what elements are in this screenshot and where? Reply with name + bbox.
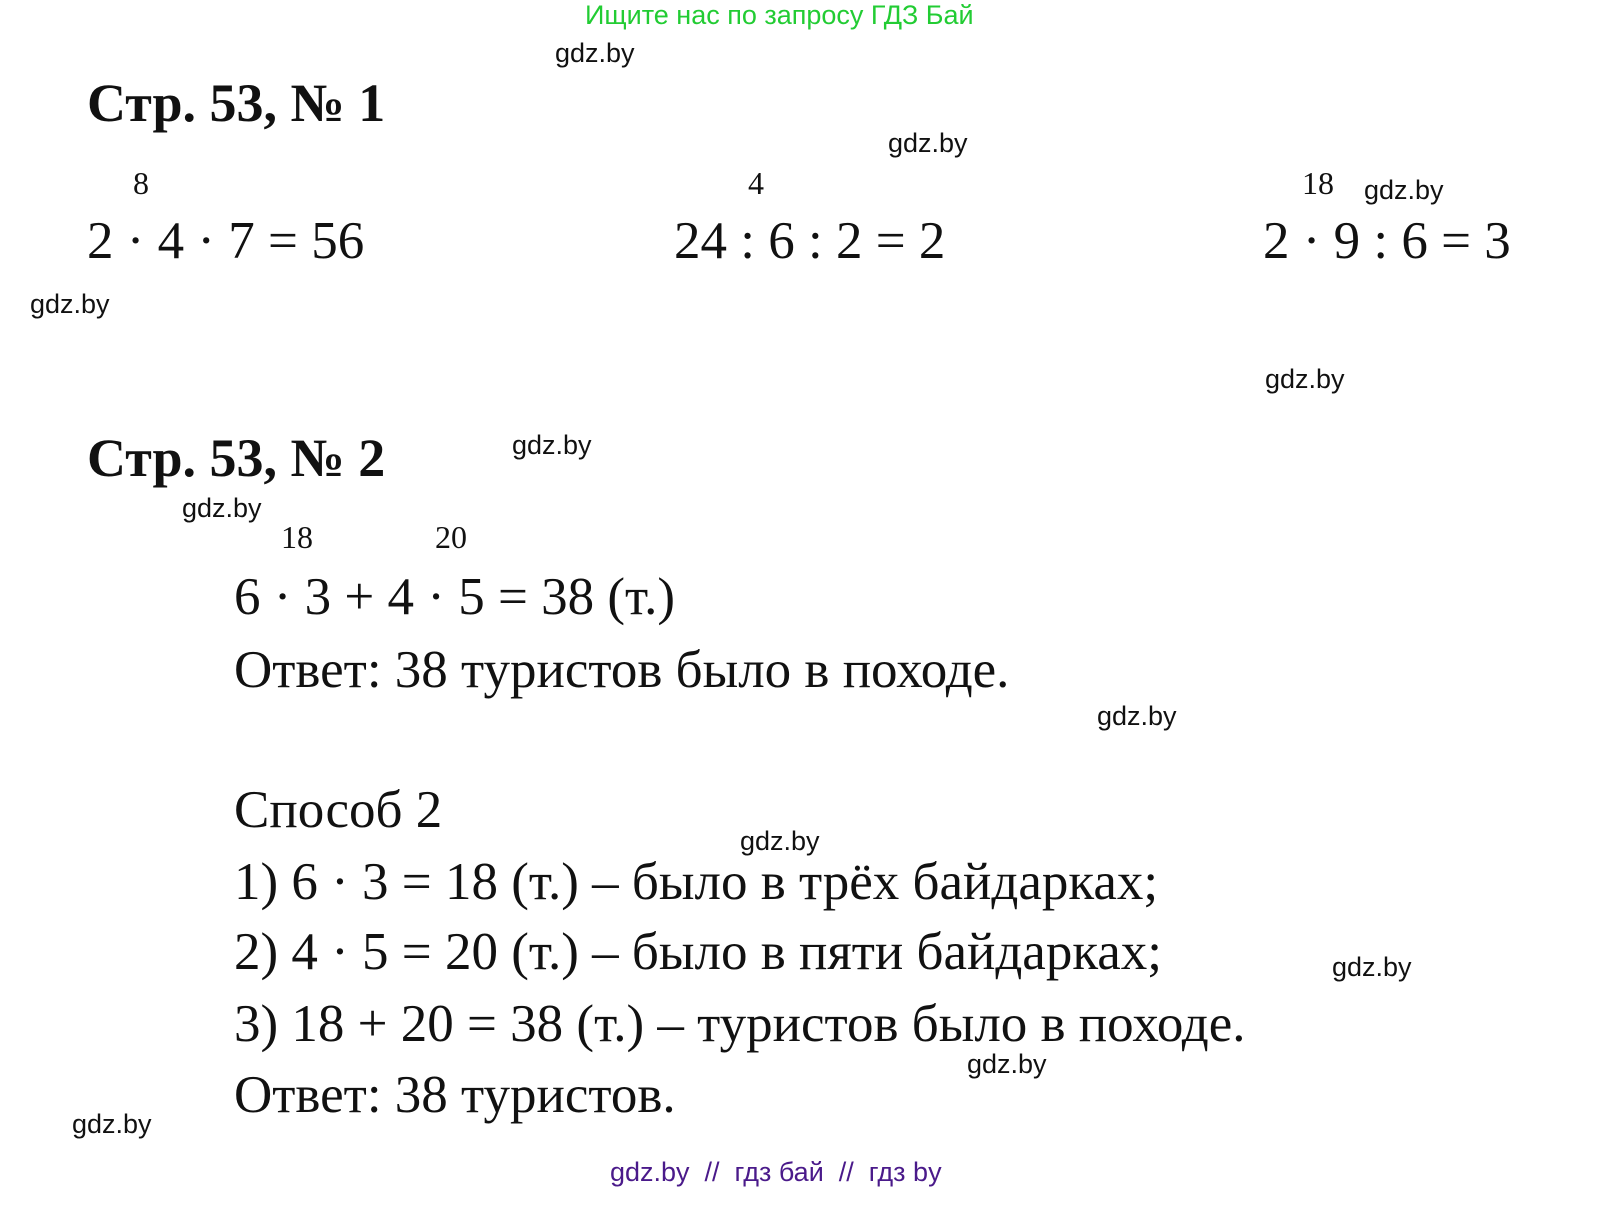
search-banner: Ищите нас по запросу ГДЗ Бай (585, 0, 974, 30)
watermark: gdz.by (30, 289, 110, 319)
watermark: gdz.by (1265, 364, 1345, 394)
expression: 2 · 9 : 6 = 3 (1263, 212, 1511, 270)
expression: 2 · 4 · 7 = 56 (87, 212, 365, 270)
note: 4 (748, 165, 764, 201)
footer-links: gdz.by // гдз бай // гдз by (610, 1157, 942, 1187)
watermark: gdz.by (1364, 175, 1444, 205)
step: 1) 6 · 3 = 18 (т.) – было в трёх байдарках; (234, 853, 1159, 911)
watermark: gdz.by (72, 1109, 152, 1139)
task2-heading: Стр. 53, № 2 (87, 428, 386, 488)
watermark: gdz.by (1332, 952, 1412, 982)
note: 8 (133, 165, 149, 201)
watermark: gdz.by (182, 493, 262, 523)
watermark: gdz.by (967, 1049, 1047, 1079)
method-title: Способ 2 (234, 781, 443, 839)
step: 3) 18 + 20 = 38 (т.) – туристов было в походе. (234, 995, 1246, 1053)
answer: Ответ: 38 туристов. (234, 1066, 676, 1124)
note: 20 (435, 519, 467, 555)
task1-heading: Стр. 53, № 1 (87, 73, 386, 133)
watermark: gdz.by (740, 826, 820, 856)
step: 2) 4 · 5 = 20 (т.) – было в пяти байдарках; (234, 923, 1163, 981)
expression: 24 : 6 : 2 = 2 (674, 212, 946, 270)
watermark: gdz.by (512, 430, 592, 460)
note: 18 (281, 519, 313, 555)
watermark: gdz.by (555, 38, 635, 68)
expression: 6 · 3 + 4 · 5 = 38 (т.) (234, 568, 676, 626)
watermark: gdz.by (1097, 701, 1177, 731)
note: 18 (1302, 165, 1334, 201)
answer: Ответ: 38 туристов было в походе. (234, 641, 1010, 699)
watermark: gdz.by (888, 128, 968, 158)
